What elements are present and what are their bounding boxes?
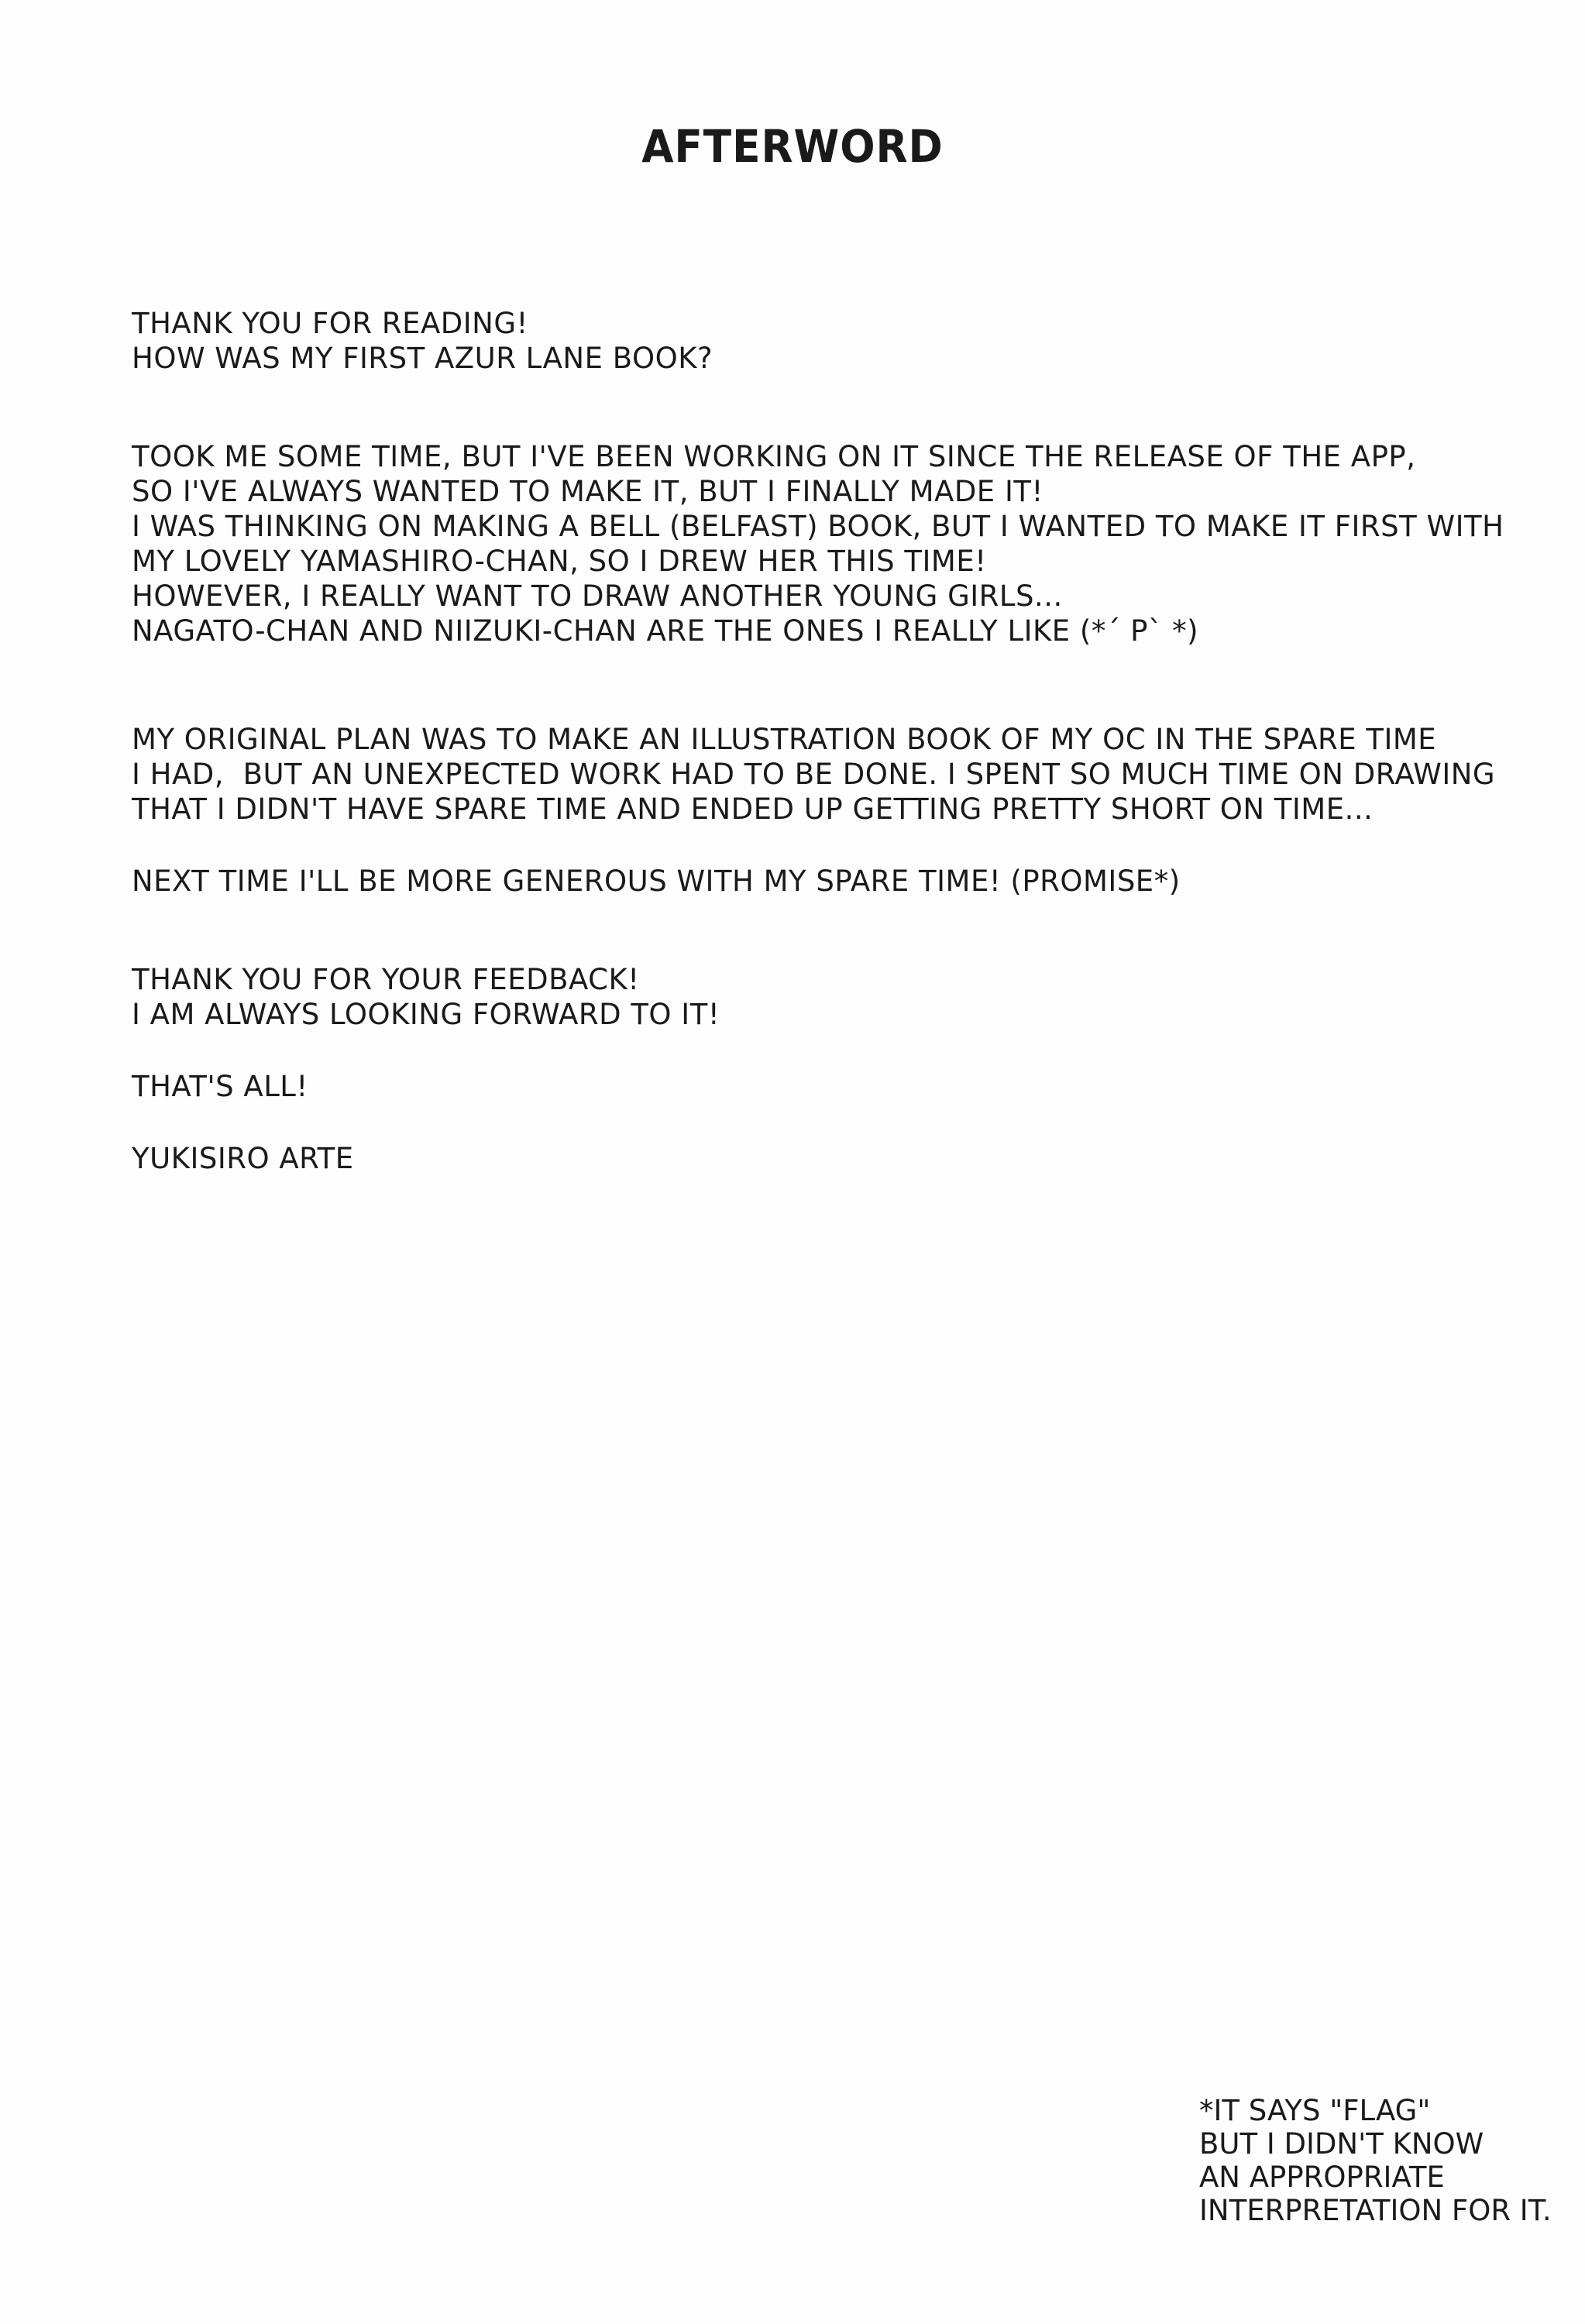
text-line: THAT'S ALL! — [132, 1070, 308, 1103]
text-line: I HAD, BUT AN UNEXPECTED WORK HAD TO BE DONE. I SPENT SO MUCH TIME ON DRAWING — [132, 758, 1496, 791]
text-line: HOW WAS MY FIRST AZUR LANE BOOK? — [132, 342, 713, 375]
footnote-line: INTERPRETATION FOR IT. — [1199, 2194, 1552, 2227]
paragraph-promise — [132, 864, 1526, 899]
paragraph-closing — [132, 1069, 1526, 1104]
text-line: NAGATO-CHAN AND NIIZUKI-CHAN ARE THE ONES I REALLY LIKE (*´ P` *) — [132, 614, 1199, 648]
page-title: AFTERWORD — [641, 120, 944, 173]
author-signature — [132, 1141, 1526, 1176]
text-line: MY ORIGINAL PLAN WAS TO MAKE AN ILLUSTRATION BOOK OF MY OC IN THE SPARE TIME — [132, 723, 1437, 756]
translator-footnote — [1199, 2094, 1571, 2227]
text-line: THAT I DIDN'T HAVE SPARE TIME AND ENDED UP GETTING PRETTY SHORT ON TIME... — [132, 792, 1374, 826]
text-line: YUKISIRO ARTE — [132, 1142, 354, 1175]
text-line: I AM ALWAYS LOOKING FORWARD TO IT! — [132, 998, 720, 1031]
text-line: NEXT TIME I'LL BE MORE GENEROUS WITH MY SPARE TIME! (PROMISE*) — [132, 865, 1181, 898]
footnote-line: AN APPROPRIATE — [1199, 2161, 1445, 2194]
text-line: HOWEVER, I REALLY WANT TO DRAW ANOTHER YOUNG GIRLS... — [132, 579, 1063, 613]
paragraph-thanks — [132, 306, 1526, 376]
afterword-body — [132, 306, 1526, 1176]
footnote-line: BUT I DIDN'T KNOW — [1199, 2127, 1484, 2161]
text-line: THANK YOU FOR READING! — [132, 307, 528, 340]
paragraph-making-of — [132, 439, 1526, 648]
text-line: MY LOVELY YAMASHIRO-CHAN, SO I DREW HER THIS TIME! — [132, 545, 987, 578]
text-line: THANK YOU FOR YOUR FEEDBACK! — [132, 963, 640, 996]
text-line: I WAS THINKING ON MAKING A BELL (BELFAST) BOOK, BUT I WANTED TO MAKE IT FIRST WITH — [132, 510, 1504, 543]
paragraph-feedback — [132, 962, 1526, 1032]
text-line: TOOK ME SOME TIME, BUT I'VE BEEN WORKING ON IT SINCE THE RELEASE OF THE APP, — [132, 440, 1416, 473]
text-line: SO I'VE ALWAYS WANTED TO MAKE IT, BUT I FINALLY MADE IT! — [132, 475, 1043, 508]
paragraph-original-plan — [132, 722, 1526, 827]
footnote-line: *IT SAYS "FLAG" — [1199, 2094, 1431, 2127]
